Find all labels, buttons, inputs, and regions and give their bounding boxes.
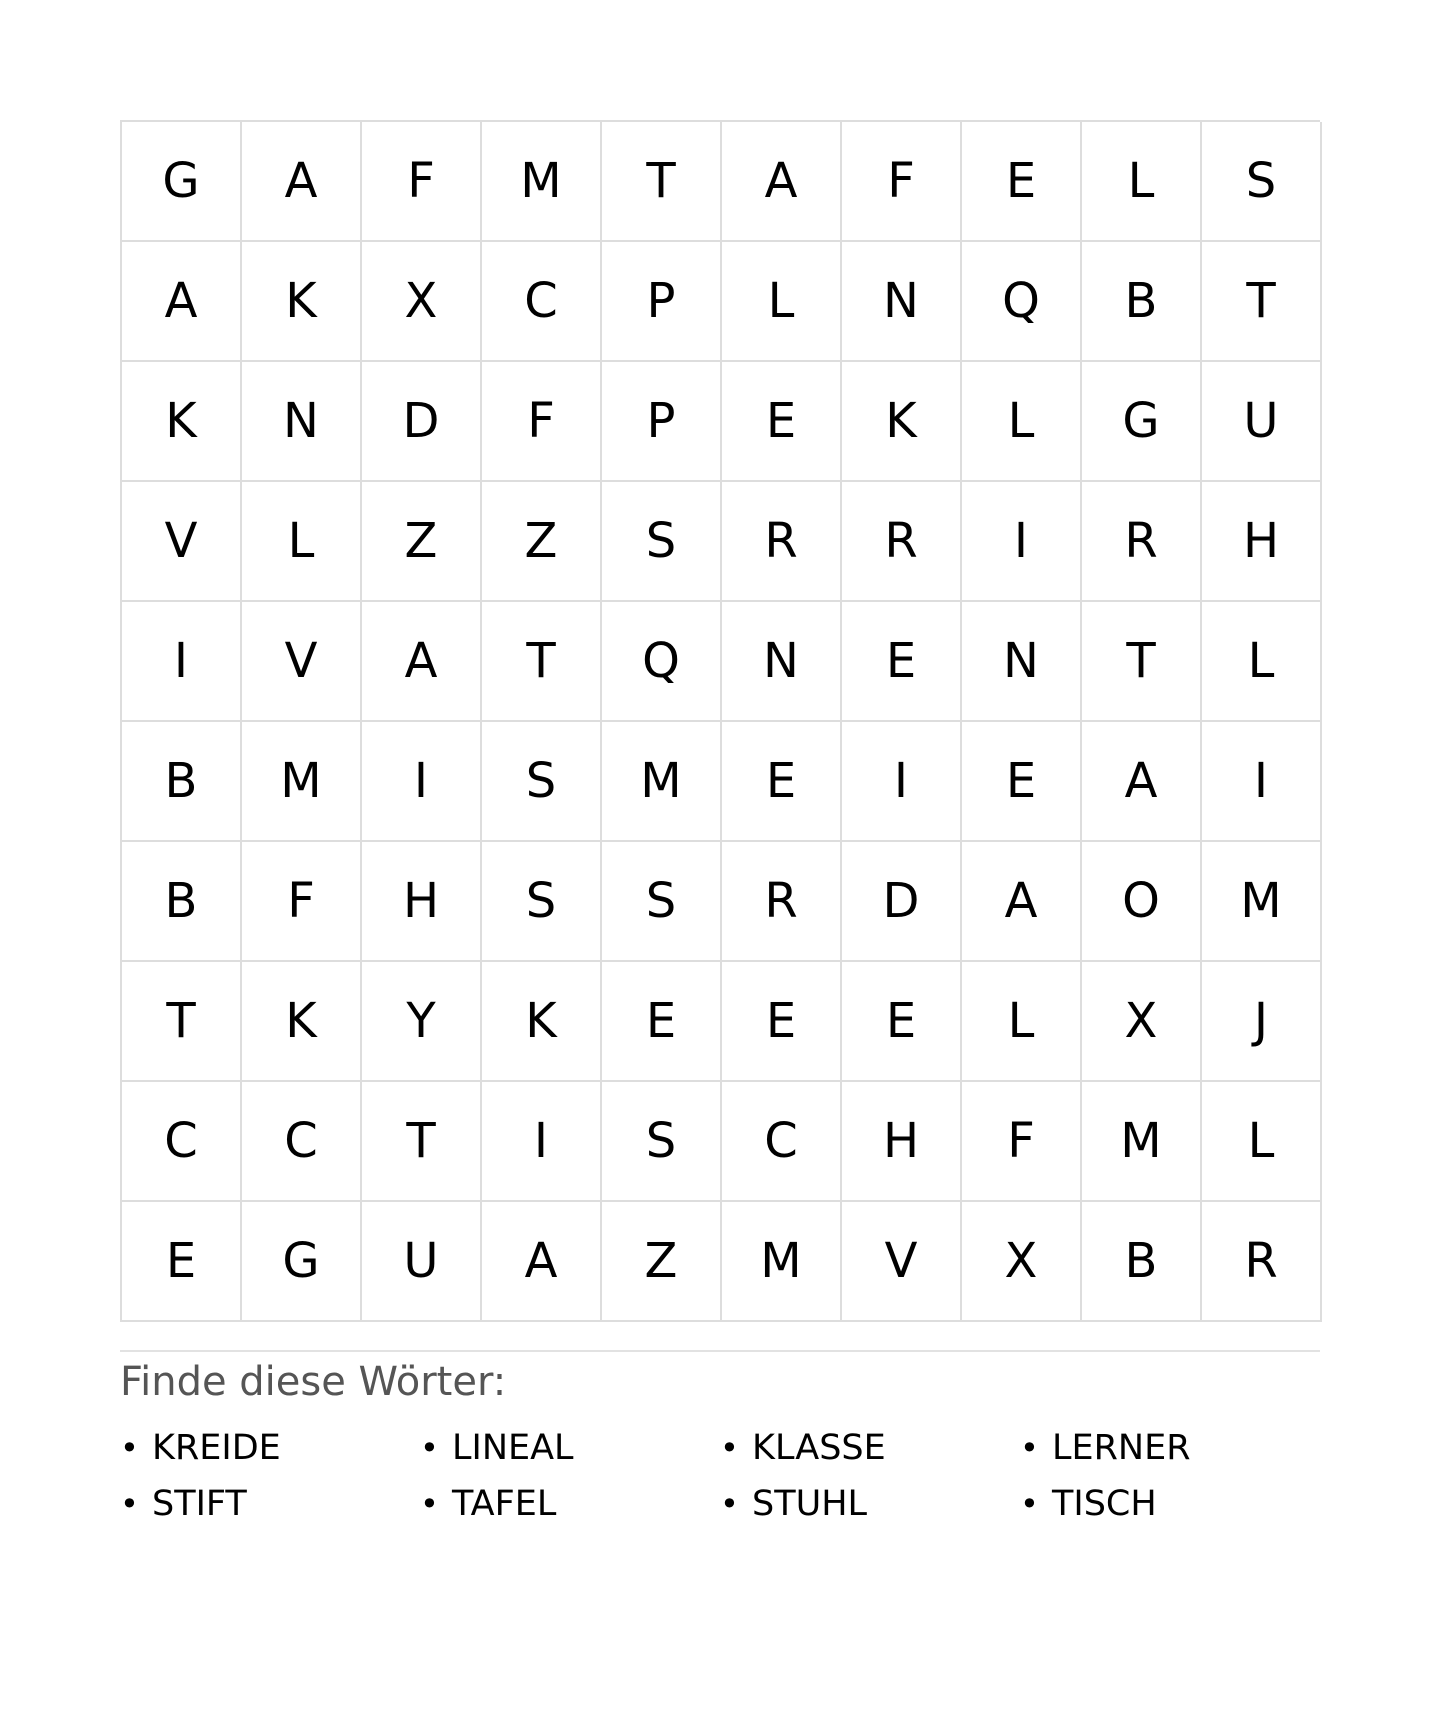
bullet-icon: • — [120, 1429, 139, 1467]
grid-cell[interactable]: A — [242, 122, 362, 242]
letter-grid — [120, 120, 1320, 1322]
word-label: TISCH — [1052, 1483, 1157, 1524]
grid-cell[interactable]: A — [362, 602, 482, 722]
grid-cell[interactable]: L — [1082, 122, 1202, 242]
grid-cell[interactable]: B — [1082, 242, 1202, 362]
grid-cell[interactable]: U — [362, 1202, 482, 1322]
grid-cell[interactable]: P — [602, 362, 722, 482]
grid-cell[interactable]: E — [962, 722, 1082, 842]
word-list-title: Finde diese Wörter: — [120, 1359, 507, 1405]
grid-cell[interactable]: E — [602, 962, 722, 1082]
grid-cell[interactable]: E — [842, 962, 962, 1082]
grid-cell[interactable]: S — [602, 842, 722, 962]
grid-cell[interactable]: L — [962, 362, 1082, 482]
grid-cell[interactable]: I — [482, 1082, 602, 1202]
grid-cell[interactable]: B — [122, 842, 242, 962]
grid-cell[interactable]: E — [842, 602, 962, 722]
bullet-icon: • — [120, 1485, 139, 1523]
grid-cell[interactable]: F — [362, 122, 482, 242]
grid-cell[interactable]: L — [962, 962, 1082, 1082]
word-label: STUHL — [752, 1483, 868, 1524]
bullet-icon: • — [420, 1485, 439, 1523]
grid-cell[interactable]: R — [1202, 1202, 1322, 1322]
grid-cell[interactable]: C — [242, 1082, 362, 1202]
grid-cell[interactable]: Q — [962, 242, 1082, 362]
grid-cell[interactable]: X — [362, 242, 482, 362]
grid-cell[interactable]: L — [1202, 1082, 1322, 1202]
grid-cell[interactable]: Z — [602, 1202, 722, 1322]
grid-cell[interactable]: D — [842, 842, 962, 962]
grid-cell[interactable]: X — [962, 1202, 1082, 1322]
grid-cell[interactable]: S — [482, 842, 602, 962]
grid-cell[interactable]: V — [242, 602, 362, 722]
grid-cell[interactable]: M — [722, 1202, 842, 1322]
grid-cell[interactable]: R — [1082, 482, 1202, 602]
grid-cell[interactable]: H — [1202, 482, 1322, 602]
grid-cell[interactable]: T — [482, 602, 602, 722]
bullet-icon: • — [1020, 1429, 1039, 1467]
grid-cell[interactable]: K — [842, 362, 962, 482]
word-list-item — [1020, 1476, 1320, 1532]
grid-cell[interactable]: G — [1082, 362, 1202, 482]
grid-cell[interactable]: F — [842, 122, 962, 242]
word-list-item — [1020, 1420, 1320, 1476]
word-list-item — [120, 1476, 420, 1532]
grid-cell[interactable]: K — [242, 242, 362, 362]
grid-cell[interactable]: E — [122, 1202, 242, 1322]
word-list-item — [420, 1420, 720, 1476]
grid-cell[interactable]: S — [482, 722, 602, 842]
grid-cell[interactable]: F — [482, 362, 602, 482]
grid-cell[interactable]: Y — [362, 962, 482, 1082]
word-search-puzzle — [120, 120, 1320, 1532]
grid-cell[interactable]: T — [1202, 242, 1322, 362]
word-label: KREIDE — [152, 1427, 281, 1468]
grid-cell[interactable]: S — [1202, 122, 1322, 242]
grid-cell[interactable]: R — [722, 842, 842, 962]
grid-cell[interactable]: A — [722, 122, 842, 242]
grid-cell[interactable]: K — [122, 362, 242, 482]
bullet-icon: • — [720, 1485, 739, 1523]
grid-cell[interactable]: U — [1202, 362, 1322, 482]
grid-cell[interactable]: D — [362, 362, 482, 482]
grid-cell[interactable]: K — [242, 962, 362, 1082]
bullet-icon: • — [1020, 1485, 1039, 1523]
grid-cell[interactable]: P — [602, 242, 722, 362]
grid-cell[interactable]: R — [842, 482, 962, 602]
grid-cell[interactable]: N — [242, 362, 362, 482]
grid-cell[interactable]: M — [602, 722, 722, 842]
grid-cell[interactable]: Z — [482, 482, 602, 602]
grid-cell[interactable]: N — [962, 602, 1082, 722]
grid-cell[interactable]: V — [122, 482, 242, 602]
grid-cell[interactable]: H — [842, 1082, 962, 1202]
grid-cell[interactable]: G — [122, 122, 242, 242]
grid-cell[interactable]: C — [722, 1082, 842, 1202]
bullet-icon: • — [720, 1429, 739, 1467]
grid-cell[interactable]: G — [242, 1202, 362, 1322]
grid-cell[interactable]: J — [1202, 962, 1322, 1082]
grid-cell[interactable]: R — [722, 482, 842, 602]
grid-cell[interactable]: L — [722, 242, 842, 362]
grid-cell[interactable]: L — [1202, 602, 1322, 722]
grid-cell[interactable]: Q — [602, 602, 722, 722]
grid-cell[interactable]: O — [1082, 842, 1202, 962]
word-list-item — [120, 1420, 420, 1476]
grid-cell[interactable]: T — [602, 122, 722, 242]
grid-cell[interactable]: A — [482, 1202, 602, 1322]
grid-cell[interactable]: A — [122, 242, 242, 362]
grid-cell[interactable]: A — [962, 842, 1082, 962]
word-label: TAFEL — [452, 1483, 557, 1524]
grid-cell[interactable]: F — [242, 842, 362, 962]
grid-cell[interactable]: I — [1202, 722, 1322, 842]
word-label: LINEAL — [452, 1427, 574, 1468]
grid-cell[interactable]: M — [1082, 1082, 1202, 1202]
grid-cell[interactable]: K — [482, 962, 602, 1082]
word-label: STIFT — [152, 1483, 247, 1524]
grid-cell[interactable]: I — [842, 722, 962, 842]
grid-cell[interactable]: X — [1082, 962, 1202, 1082]
grid-cell[interactable]: I — [962, 482, 1082, 602]
grid-cell[interactable]: I — [122, 602, 242, 722]
grid-cell[interactable]: M — [242, 722, 362, 842]
grid-cell[interactable]: C — [482, 242, 602, 362]
grid-cell[interactable]: N — [722, 602, 842, 722]
grid-cell[interactable]: E — [962, 122, 1082, 242]
grid-cell[interactable]: E — [722, 722, 842, 842]
word-list-item — [720, 1420, 1020, 1476]
grid-cell[interactable]: H — [362, 842, 482, 962]
word-list-item — [720, 1476, 1020, 1532]
grid-cell[interactable]: A — [1082, 722, 1202, 842]
grid-cell[interactable]: E — [722, 962, 842, 1082]
grid-cell[interactable]: V — [842, 1202, 962, 1322]
word-label: KLASSE — [752, 1427, 886, 1468]
word-list-item — [420, 1476, 720, 1532]
grid-cell[interactable]: S — [602, 482, 722, 602]
grid-cell[interactable]: B — [122, 722, 242, 842]
grid-cell[interactable]: T — [1082, 602, 1202, 722]
word-list — [120, 1420, 1320, 1532]
grid-cell[interactable]: B — [1082, 1202, 1202, 1322]
grid-cell[interactable]: I — [362, 722, 482, 842]
grid-cell[interactable]: T — [362, 1082, 482, 1202]
grid-cell[interactable]: N — [842, 242, 962, 362]
grid-cell[interactable]: M — [482, 122, 602, 242]
grid-cell[interactable]: L — [242, 482, 362, 602]
grid-cell[interactable]: F — [962, 1082, 1082, 1202]
grid-cell[interactable]: E — [722, 362, 842, 482]
grid-cell[interactable]: S — [602, 1082, 722, 1202]
grid-cell[interactable]: T — [122, 962, 242, 1082]
bullet-icon: • — [420, 1429, 439, 1467]
grid-cell[interactable]: C — [122, 1082, 242, 1202]
grid-cell[interactable]: Z — [362, 482, 482, 602]
word-label: LERNER — [1052, 1427, 1191, 1468]
grid-cell[interactable]: M — [1202, 842, 1322, 962]
divider — [120, 1350, 1320, 1352]
